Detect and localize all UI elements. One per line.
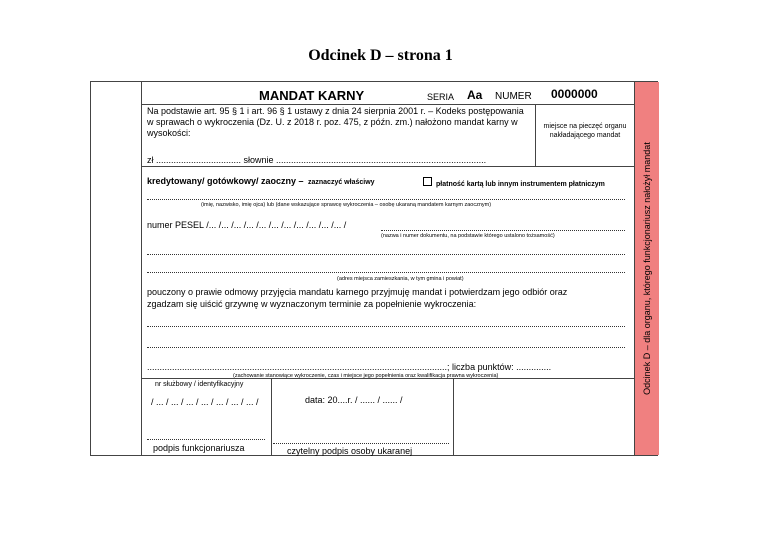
bottom-right-divider <box>453 378 454 455</box>
card-payment-label: płatność kartą lub innym instrumentem płatniczym <box>436 181 605 188</box>
caption-address: (adres miejsca zamieszkania, w tym gmina i powiat) <box>337 276 464 282</box>
bottom-mid-divider <box>271 378 272 455</box>
fine-form <box>90 81 658 456</box>
header-divider <box>141 104 634 105</box>
card-payment-checkbox[interactable] <box>423 177 432 186</box>
service-number-label: nr służbowy / identyfikacyjny <box>155 381 244 388</box>
side-stripe-text: Odcinek D – dla organu, którego funkcjonariusz nałożył mandat <box>642 142 652 395</box>
legal-basis: Na podstawie art. 95 § 1 i art. 96 § 1 ustawy z dnia 24 sierpnia 2001 r. – Kodeks postępowania w sprawach o wykroczenia (Dz. U. z 2018 r. poz. 475, z późn. zm.) nałożono mandat karny w wysokości: <box>147 106 524 138</box>
instruction-text: pouczony o prawie odmowy przyjęcia mandatu karnego przyjmuję mandat i potwierdzam jego odbiór oraz zgadzam się uiścić grzywnę w wyznaczonym terminie za popełnienie wykroczenia: <box>147 287 568 309</box>
points-line[interactable]: ........................................................................................................................; liczba punktów: .............. <box>147 362 552 372</box>
caption-document: (nazwa i numer dokumentu, na podstawie którego ustalono tożsamość) <box>381 233 555 239</box>
legal-divider <box>141 166 634 167</box>
person-signature-line[interactable] <box>273 443 449 444</box>
page-title: Odcinek D – strona 1 <box>308 47 453 64</box>
side-stripe <box>634 82 659 455</box>
payment-type-hint: zaznaczyć właściwy <box>308 179 375 186</box>
payment-type <box>147 171 375 189</box>
form-title: MANDAT KARNY <box>259 88 365 103</box>
caption-offense: (zachowanie stanowiące wykroczenie, czas i miejsce jego popełnienia oraz kwalifikacja prawna wykroczenia) <box>233 373 499 379</box>
person-signature-label: czytelny podpis osoby ukaranej <box>287 446 413 456</box>
offense-line-2[interactable] <box>147 347 625 348</box>
officer-signature-label: podpis funkcjonariusza <box>153 443 245 453</box>
payment-type-label: kredytowany/ gotówkowy/ zaoczny – <box>147 176 304 186</box>
address-line-1[interactable] <box>147 254 625 255</box>
caption-person: (imię, nazwisko, imię ojca) lub (dane wskazujące sprawcę wykroczenia – osobę ukaraną mandatem karnym zaocznym) <box>201 202 492 208</box>
seria-value: Aa <box>467 88 483 102</box>
offense-line-1[interactable] <box>147 326 625 327</box>
numer-label: NUMER <box>495 91 532 102</box>
seria-label: SERIA <box>427 92 455 102</box>
address-line-2[interactable] <box>147 272 625 273</box>
service-number-dots[interactable]: / ... / ... / ... / ... / ... / ... / ... / <box>151 397 259 407</box>
seal-place: miejsce na pieczęć organu nakładającego mandat <box>543 123 627 139</box>
seal-divider <box>535 104 536 166</box>
card-payment-option[interactable] <box>423 173 605 191</box>
left-column-divider <box>141 82 142 455</box>
document-line[interactable] <box>381 230 625 231</box>
pesel-line[interactable]: numer PESEL /... /... /... /... /... /... /... /... /... /... /... / <box>147 220 347 230</box>
amount-line: zł .................................. słownie .................................................................................... <box>147 155 487 165</box>
person-line[interactable] <box>147 199 625 200</box>
date-line[interactable]: data: 20....r. / ...... / ...... / <box>305 395 403 405</box>
numer-value: 0000000 <box>551 87 598 101</box>
officer-signature-line[interactable] <box>147 439 265 440</box>
